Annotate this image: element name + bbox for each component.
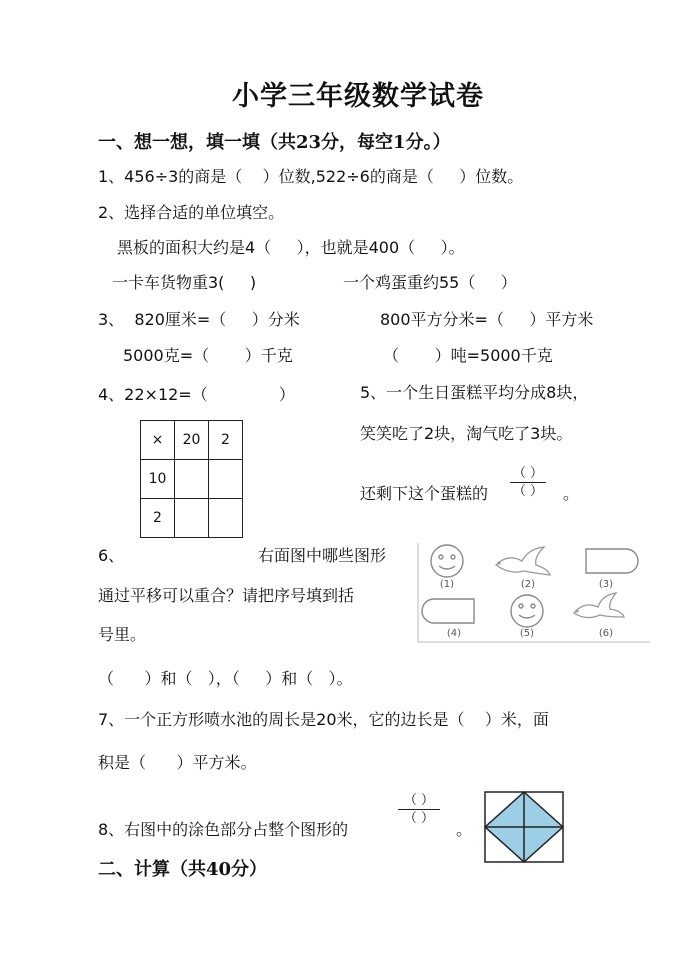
- question-1: 1、456÷3的商是（ ）位数,522÷6的商是（ ）位数。: [98, 167, 524, 186]
- grid-cell[interactable]: [209, 460, 243, 499]
- shapes-figure: [416, 541, 651, 644]
- section-2-heading: 二、计算（共40分）: [98, 859, 268, 880]
- question-2b: 一卡车货物重3( ): [112, 273, 257, 292]
- section-1-heading: 一、想一想，填一填（共23分，每空1分。）: [98, 132, 451, 153]
- multiplication-grid: [140, 420, 243, 538]
- shape-label: (2): [520, 579, 536, 590]
- grid-cell: ×: [141, 421, 175, 460]
- question-3a: 3、 820厘米=（ ）分米: [98, 310, 300, 329]
- question-2a: 黑板的面积大约是4（ ），也就是400（ ）。: [117, 238, 465, 257]
- question-6b: 右面图中哪些图形: [258, 546, 387, 565]
- shape-label: (6): [598, 628, 614, 639]
- question-7a: 7、一个正方形喷水池的周长是20米，它的边长是（ ）米，面: [98, 710, 549, 729]
- grid-cell[interactable]: [175, 499, 209, 538]
- fraction-blank[interactable]: [398, 794, 440, 825]
- grid-cell: 2: [209, 421, 243, 460]
- shape-label: (1): [439, 579, 455, 590]
- question-6d: 号里。: [98, 625, 147, 644]
- dove-icon: [496, 547, 550, 575]
- shape-label: (3): [598, 579, 614, 590]
- smiley-face-icon: [511, 595, 543, 627]
- denominator-blank: （ ）: [512, 484, 544, 499]
- numerator-blank: （ ）: [403, 793, 435, 808]
- half-stadium-icon: [422, 599, 474, 623]
- question-3d: （ ）吨=5000千克: [383, 346, 553, 365]
- grid-cell: 10: [141, 460, 175, 499]
- grid-cell[interactable]: [175, 460, 209, 499]
- question-7b: 积是（ ）平方米。: [98, 753, 257, 772]
- question-6e: （ ）和（ ），（ ）和（ ）。: [98, 669, 353, 688]
- denominator-blank: （ ）: [403, 811, 435, 826]
- numerator-blank: （ ）: [512, 466, 544, 481]
- grid-cell: 2: [141, 499, 175, 538]
- question-5a: 5、一个生日蛋糕平均分成8块，: [360, 383, 589, 402]
- question-3b: 800平方分米=（ ）平方米: [380, 310, 594, 329]
- dove-icon: [574, 593, 624, 618]
- shaded-square-figure: [484, 791, 564, 863]
- grid-cell[interactable]: [209, 499, 243, 538]
- question-5c: 还剩下这个蛋糕的: [360, 484, 489, 503]
- grid-cell: 20: [175, 421, 209, 460]
- question-8-period: 。: [456, 820, 473, 839]
- question-3c: 5000克=（ ）千克: [123, 346, 293, 365]
- question-2c: 一个鸡蛋重约55（ ）: [343, 273, 517, 292]
- question-5b: 笑笑吃了2块，淘气吃了3块。: [360, 424, 573, 443]
- question-6-number: 6、: [98, 546, 125, 565]
- question-5-period: 。: [563, 484, 580, 503]
- question-6c: 通过平移可以重合？请把序号填到括: [98, 586, 355, 605]
- shape-label: (4): [446, 628, 462, 639]
- shape-label: (5): [519, 628, 535, 639]
- page-title: 小学三年级数学试卷: [232, 81, 484, 112]
- question-2: 2、选择合适的单位填空。: [98, 203, 285, 222]
- half-stadium-icon: [586, 549, 638, 573]
- question-8: 8、右图中的涂色部分占整个图形的: [98, 820, 349, 839]
- smiley-face-icon: [431, 545, 463, 577]
- question-4: 4、22×12=（ ）: [98, 385, 295, 404]
- fraction-blank[interactable]: [510, 467, 546, 498]
